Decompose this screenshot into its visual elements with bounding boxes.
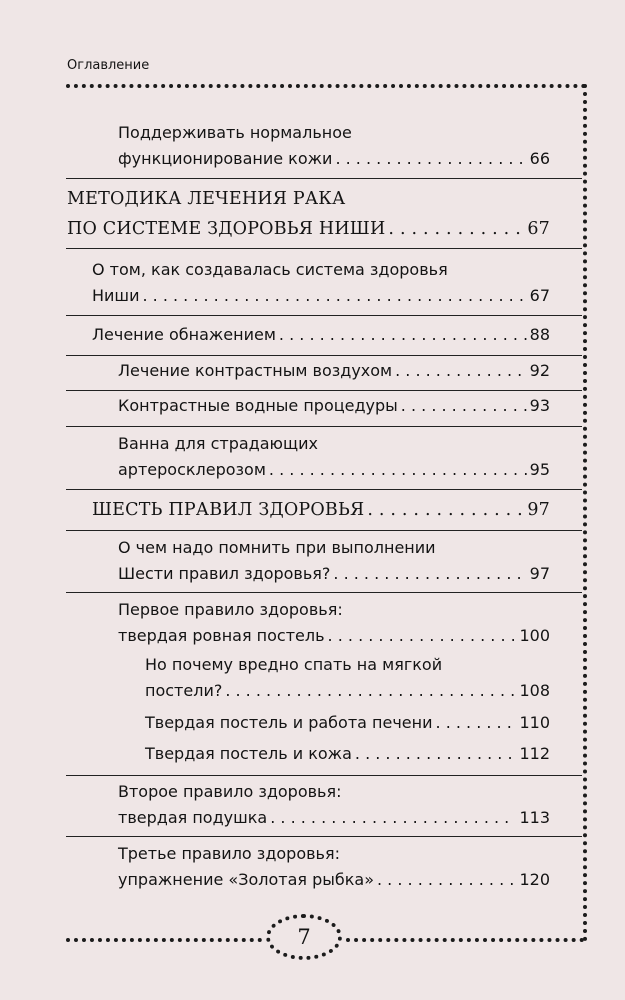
toc-entry-page: 93 [529, 396, 550, 415]
toc-entry-page: 97 [527, 500, 550, 520]
dot-leader [401, 393, 527, 419]
toc-entry-page: 67 [527, 219, 550, 239]
section-divider [66, 248, 582, 249]
toc-section-entry[interactable] [67, 184, 550, 244]
toc-entry-line [145, 741, 550, 767]
toc-entry-line [118, 805, 550, 831]
section-divider [66, 315, 582, 316]
dot-leader [395, 358, 527, 384]
dot-leader [279, 322, 527, 348]
toc-section-entry[interactable] [92, 495, 550, 525]
toc-entry-page: 92 [529, 361, 550, 380]
toc-entry-text: Ванна для страдающих [118, 434, 318, 453]
toc-entry-page: 67 [529, 286, 550, 305]
section-divider [66, 178, 582, 179]
dot-leader [270, 805, 516, 831]
toc-entry-text: Второе правило здоровья: [118, 782, 342, 801]
toc-entry-text: Шести правил здоровья? [118, 564, 331, 583]
toc-entry-line [92, 495, 550, 525]
toc-entry-line [92, 283, 550, 309]
toc-entry-text: Контрастные водные процедуры [118, 396, 398, 415]
toc-entry-page: 88 [529, 325, 550, 344]
toc-entry-page: 112 [519, 744, 550, 763]
dot-leader [335, 146, 526, 172]
toc-entry-page: 108 [519, 681, 550, 700]
toc-entry-page: 100 [519, 626, 550, 645]
toc-entry-line [118, 535, 550, 561]
toc-entry-line [118, 867, 550, 893]
toc-entry-text: твердая подушка [118, 808, 268, 827]
toc-entry-line [118, 779, 550, 805]
toc-entry-page: 97 [529, 564, 550, 583]
toc-entry-text: О том, как создавалась система здоровья [92, 260, 448, 279]
toc-entry-line [118, 623, 550, 649]
dot-leader [333, 561, 526, 587]
toc-entry[interactable] [118, 535, 550, 587]
toc-entry-text: Лечение контрастным воздухом [118, 361, 393, 380]
section-divider [66, 775, 582, 776]
toc-entry[interactable] [145, 741, 550, 767]
section-divider [66, 426, 582, 427]
toc-entry[interactable] [118, 431, 550, 483]
toc-entry-line [118, 393, 550, 419]
toc-entry-text: ШЕСТЬ ПРАВИЛ ЗДОРОВЬЯ [92, 500, 365, 520]
toc-entry[interactable] [145, 710, 550, 736]
section-divider [66, 355, 582, 356]
toc-entry-text: упражнение «Золотая рыбка» [118, 870, 374, 889]
dot-leader [269, 457, 527, 483]
toc-entry[interactable] [118, 597, 550, 649]
dot-leader [355, 741, 517, 767]
section-divider [66, 836, 582, 837]
toc-entry[interactable] [118, 841, 550, 893]
toc-entry-line [92, 322, 550, 348]
section-divider [66, 530, 582, 531]
toc-entry-text: артеросклерозом [118, 460, 266, 479]
page-header-title: Оглавление [67, 58, 150, 73]
toc-entry-text: Но почему вредно спать на мягкой [145, 655, 443, 674]
toc-entry-line [118, 431, 550, 457]
toc-entry-line [118, 597, 550, 623]
dotted-border-top [66, 84, 586, 88]
toc-entry-page: 120 [519, 870, 550, 889]
page-number: 7 [266, 914, 342, 960]
dotted-border-bottom-right [346, 938, 584, 942]
toc-entry-text: О чем надо помнить при выполнении [118, 538, 436, 557]
toc-entry-line [145, 678, 550, 704]
toc-entry-page: 110 [519, 713, 550, 732]
toc-entry-line [92, 257, 550, 283]
toc-entry-text: Твердая постель и кожа [145, 744, 352, 763]
toc-entry-text: Лечение обнажением [92, 325, 276, 344]
toc-entry[interactable] [118, 358, 550, 384]
dotted-border-bottom-left [66, 938, 262, 942]
toc-entry-text: ПО СИСТЕМЕ ЗДОРОВЬЯ НИШИ [67, 219, 386, 239]
toc-entry-page: 66 [529, 149, 550, 168]
toc-entry-page: 113 [519, 808, 550, 827]
toc-entry-line [67, 214, 550, 244]
toc-entry-line [118, 358, 550, 384]
toc-entry-page: 95 [529, 460, 550, 479]
toc-entry[interactable] [92, 257, 550, 309]
toc-entry-text: твердая ровная постель [118, 626, 325, 645]
toc-entry[interactable] [118, 393, 550, 419]
toc-entry[interactable] [118, 120, 550, 172]
toc-entry-line [118, 146, 550, 172]
toc-entry-text: Ниши [92, 286, 140, 305]
toc-entry-line [145, 652, 550, 678]
dot-leader [436, 710, 517, 736]
toc-entry-text: МЕТОДИКА ЛЕЧЕНИЯ РАКА [67, 189, 346, 209]
toc-entry-line [118, 457, 550, 483]
toc-entry-line [118, 120, 550, 146]
toc-entry-text: функционирование кожи [118, 149, 333, 168]
toc-entry-line [145, 710, 550, 736]
dot-leader [142, 283, 526, 309]
toc-entry[interactable] [145, 652, 550, 704]
toc-entry-line [67, 184, 550, 214]
toc-entry-line [118, 561, 550, 587]
toc-entry[interactable] [118, 779, 550, 831]
toc-entry[interactable] [92, 322, 550, 348]
toc-entry-line [118, 841, 550, 867]
dotted-border-right [583, 84, 587, 942]
dot-leader [367, 495, 524, 525]
section-divider [66, 489, 582, 490]
dot-leader [377, 867, 516, 893]
toc-entry-text: Твердая постель и работа печени [145, 713, 433, 732]
section-divider [66, 592, 582, 593]
toc-entry-text: постели? [145, 681, 223, 700]
toc-entry-text: Первое правило здоровья: [118, 600, 343, 619]
dot-leader [328, 623, 517, 649]
toc-entry-text: Поддерживать нормальное [118, 123, 352, 142]
dot-leader [225, 678, 516, 704]
dot-leader [388, 214, 524, 244]
toc-entry-text: Третье правило здоровья: [118, 844, 340, 863]
section-divider [66, 390, 582, 391]
